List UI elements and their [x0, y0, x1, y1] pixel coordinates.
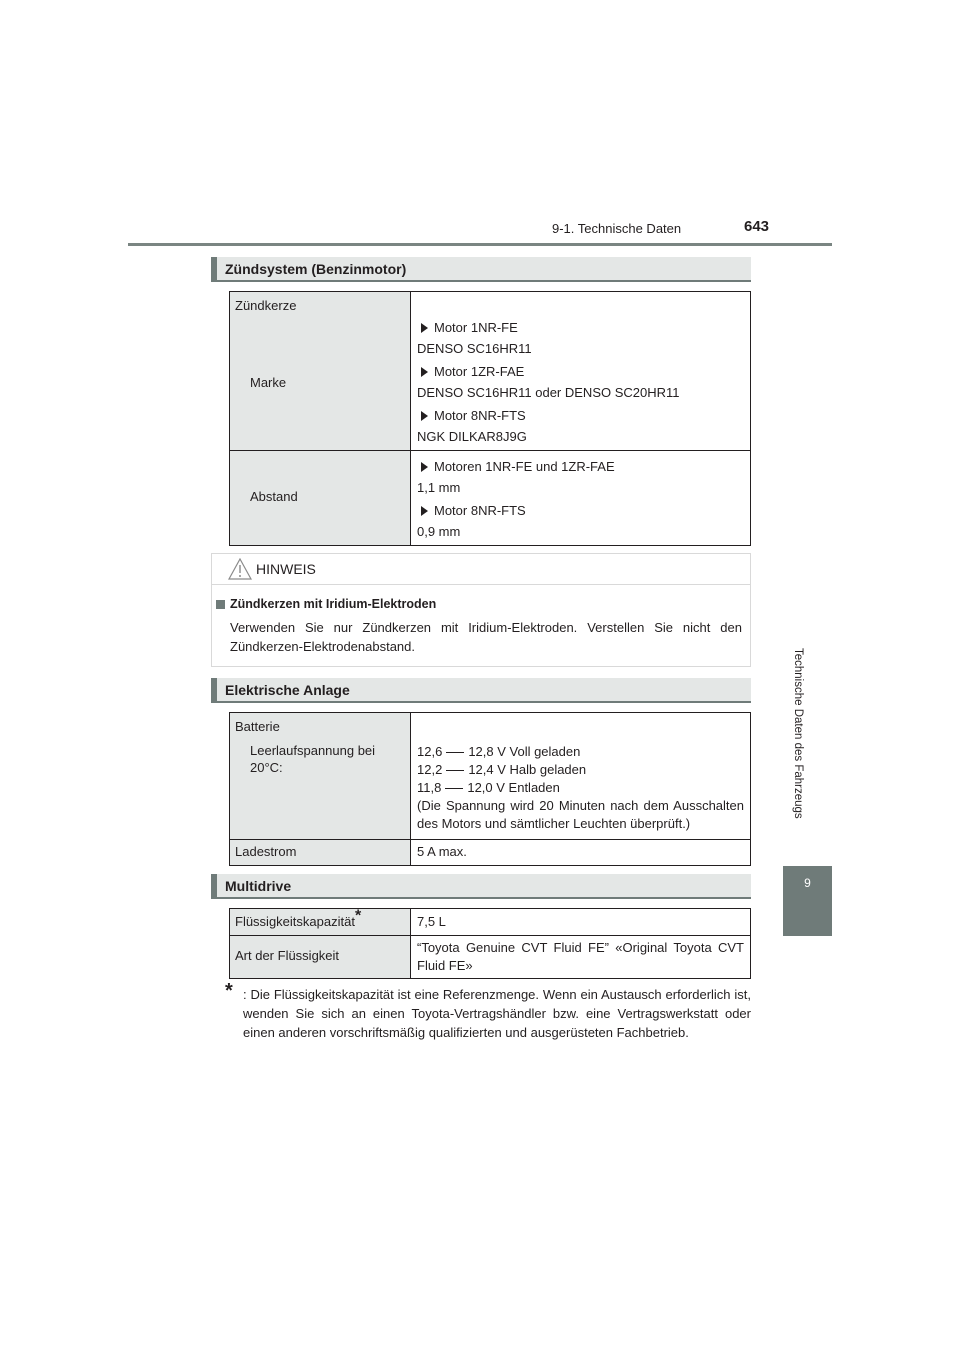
- value-text: DENSO SC16HR11 oder DENSO SC20HR11: [417, 385, 680, 400]
- list-item: Motoren 1NR-FE und 1ZR-FAE: [417, 459, 744, 474]
- list-item: Motor 8NR-FTS: [417, 408, 744, 423]
- table-key-cell: [230, 936, 411, 979]
- notice-box: [211, 553, 751, 667]
- notice-label: HINWEIS: [256, 561, 316, 577]
- table-key-cell: [230, 840, 411, 866]
- footnote-text: : Die Flüssigkeitskapazität ist eine Referenzmenge. Wenn ein Austausch erforderlich ist, wenden Sie sich an einen Toyota-Vertragshändler bzw. eine Vertragswerkstatt oder einen anderen vorschriftsmäßig qualifizierten und ausgerüsteten Fachbetrieb.: [243, 987, 751, 1040]
- table-value-cell: 7,5 L: [411, 909, 751, 936]
- key-brand: Marke: [250, 375, 287, 390]
- section-heading-multidrive: [211, 874, 751, 899]
- square-bullet-icon: [216, 600, 225, 609]
- warning-icon: [228, 558, 252, 580]
- notice-text: Verwenden Sie nur Zündkerzen mit Iridium-Elektroden. Verstellen Sie nicht den Zündkerzen-Elektrodenabstand.: [230, 620, 742, 654]
- key-open-circuit-voltage: Leerlaufspannung bei 20°C:: [250, 743, 376, 775]
- arrow-right-icon: [421, 367, 428, 377]
- table-value-cell: 5 A max.: [411, 840, 751, 866]
- dash-icon: [446, 770, 464, 771]
- heading-label: Zündsystem (Benzinmotor): [225, 261, 407, 277]
- key-fluid-type: Art der Flüssigkeit: [235, 948, 340, 963]
- key-gap: Abstand: [250, 489, 298, 504]
- arrow-right-icon: [421, 506, 428, 516]
- dash-icon: [446, 752, 464, 753]
- section-heading-ignition: [211, 257, 751, 282]
- table-value-cell: [411, 713, 751, 840]
- dash-icon: [445, 788, 463, 789]
- table-key-cell: [230, 292, 411, 451]
- heading-label: Elektrische Anlage: [225, 682, 350, 698]
- heading-label: Multidrive: [225, 878, 292, 894]
- notice-header: [212, 554, 750, 585]
- footnote: [225, 980, 751, 1042]
- side-tab[interactable]: [783, 866, 832, 936]
- table-row: [230, 713, 751, 840]
- table-key-cell: [230, 713, 411, 840]
- arrow-right-icon: [421, 462, 428, 472]
- table-value-cell: [411, 451, 751, 546]
- list-item: Motor 8NR-FTS: [417, 503, 744, 518]
- electrical-table: [229, 712, 751, 866]
- chapter-title: 9-1. Technische Daten: [552, 221, 682, 236]
- list-item: Motor 1ZR-FAE: [417, 364, 744, 379]
- list-item: Motor 1NR-FE: [417, 320, 744, 335]
- key-fluid-capacity: Flüssigkeitskapazität*: [235, 907, 362, 929]
- footnote-marker: *: [354, 907, 362, 925]
- key-spark-plug: Zündkerze: [235, 298, 297, 313]
- table-row: [230, 936, 751, 979]
- heading-bar: [211, 257, 217, 282]
- table-row: [230, 840, 751, 866]
- table-row: [230, 451, 751, 546]
- arrow-right-icon: [421, 411, 428, 421]
- section-heading-electrical: [211, 678, 751, 703]
- value-text: 0,9 mm: [417, 524, 461, 539]
- ignition-table: [229, 291, 751, 546]
- key-charging-current: Ladestrom: [235, 844, 297, 859]
- list-item: 11,8 12,0 V Entladen: [417, 780, 560, 795]
- value-text: (Die Spannung wird 20 Minuten nach dem Ausschalten des Motors und sämtlicher Leuchten überprüft.): [417, 798, 744, 831]
- side-tab-label: Technische Daten des Fahrzeugs: [792, 648, 804, 819]
- list-item: 12,6 12,8 V Voll geladen: [417, 744, 581, 759]
- table-value-cell: “Toyota Genuine CVT Fluid FE” «Original Toyota CVT Fluid FE»: [411, 936, 751, 979]
- value-text: DENSO SC16HR11: [417, 341, 532, 356]
- table-row: [230, 292, 751, 451]
- list-item: 12,2 12,4 V Halb geladen: [417, 762, 587, 777]
- notice-title: Zündkerzen mit Iridium-Elektroden: [230, 597, 437, 611]
- multidrive-table: [229, 908, 751, 979]
- heading-bar: [211, 874, 217, 899]
- key-battery: Batterie: [235, 719, 280, 734]
- header-divider: [128, 243, 832, 246]
- heading-bar: [211, 678, 217, 703]
- page-number: 643: [744, 218, 770, 235]
- arrow-right-icon: [421, 323, 428, 333]
- value-text: 1,1 mm: [417, 480, 461, 495]
- table-value-cell: [411, 292, 751, 451]
- table-key-cell: [230, 909, 411, 936]
- table-key-cell: [230, 451, 411, 546]
- table-row: [230, 909, 751, 936]
- footnote-star: *: [225, 980, 233, 1002]
- side-tab-number: 9: [804, 876, 811, 890]
- value-text: NGK DILKAR8J9G: [417, 429, 527, 444]
